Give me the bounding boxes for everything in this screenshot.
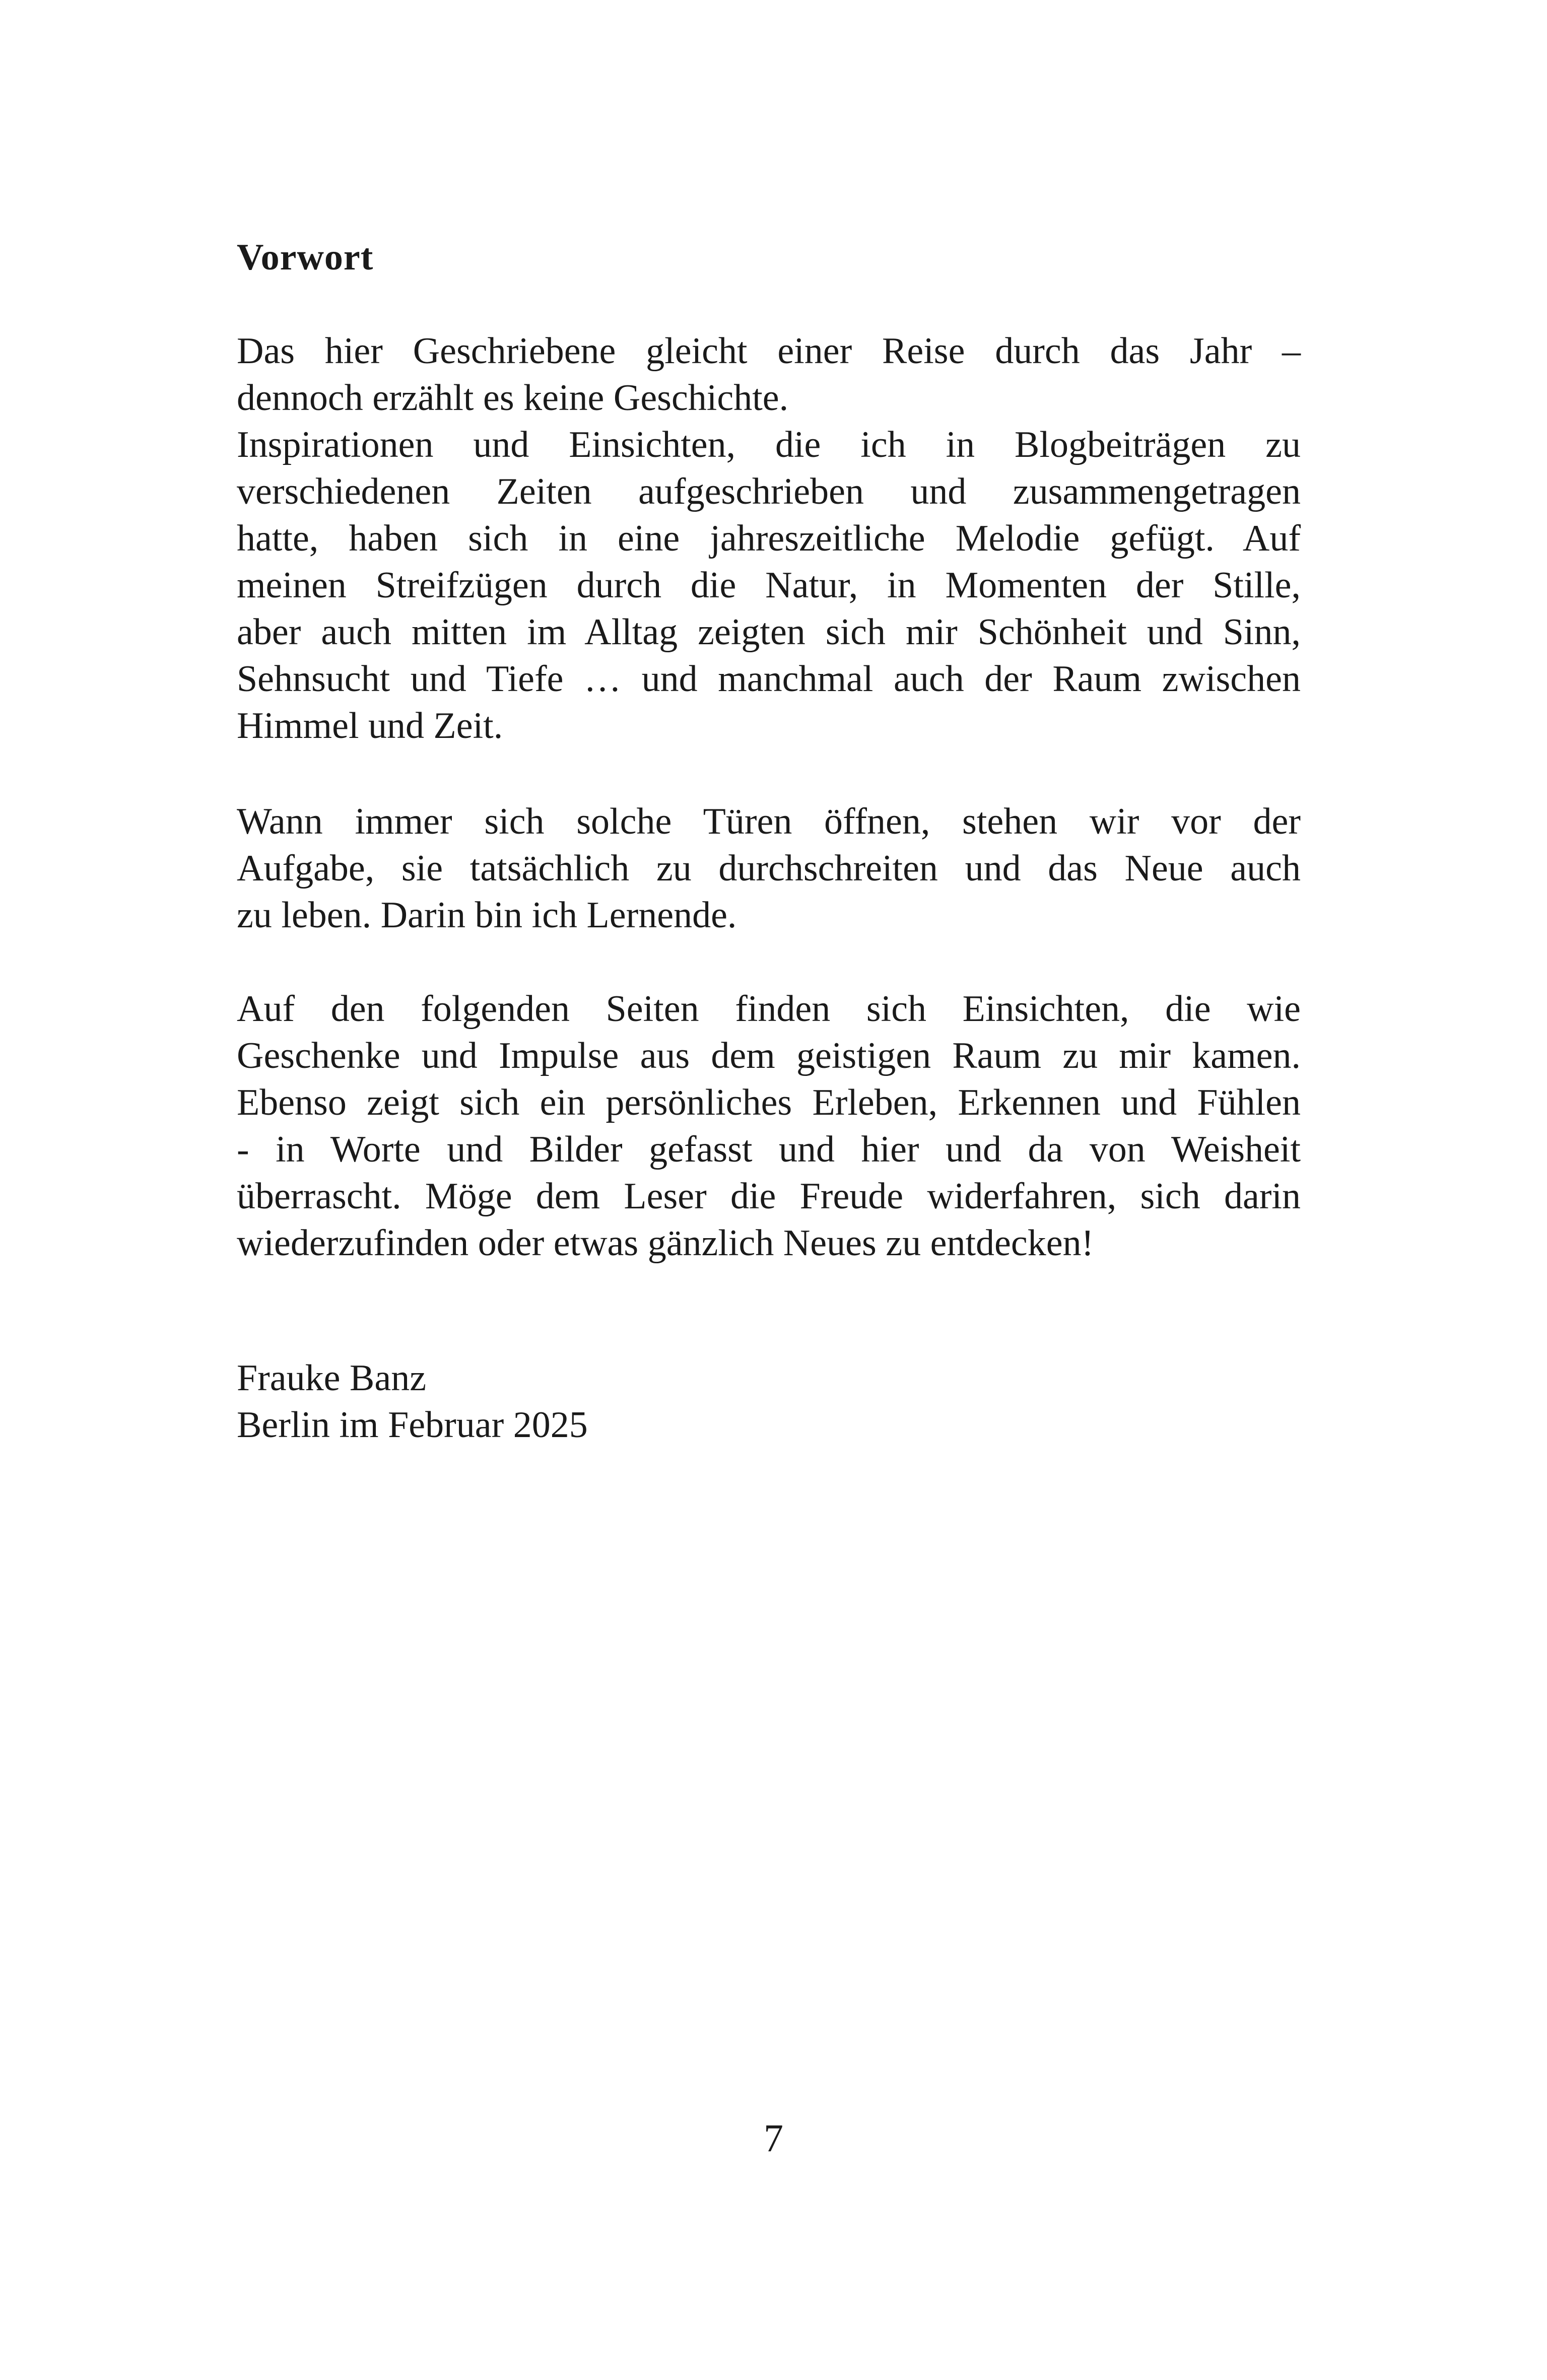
text-line: - in Worte und Bilder gefasst und hier und da von Weisheit [237, 1129, 1301, 1170]
page-number: 7 [764, 2116, 783, 2160]
paragraph-3 [237, 986, 1301, 1267]
text-line: Auf den folgenden Seiten finden sich Einsichten, die wie [237, 988, 1301, 1030]
paragraph-1 [237, 328, 1301, 750]
text-line: Das hier Geschriebene gleicht einer Reise durch das Jahr – [237, 330, 1301, 372]
text-line: wiederzufinden oder etwas gänzlich Neues zu entdecken! [237, 1222, 1094, 1264]
text-line: dennoch erzählt es keine Geschichte. [237, 377, 789, 419]
text-line: aber auch mitten im Alltag zeigten sich mir Schönheit und Sinn, [237, 611, 1301, 653]
page-heading: Vorwort [237, 237, 374, 278]
text-line: Sehnsucht und Tiefe … und manchmal auch der Raum zwischen [237, 658, 1301, 700]
text-line: Geschenke und Impulse aus dem geistigen Raum zu mir kamen. [237, 1035, 1301, 1076]
paragraph-2 [237, 798, 1301, 939]
text-line: meinen Streifzügen durch die Natur, in Momenten der Stille, [237, 565, 1301, 606]
text-line: zu leben. Darin bin ich Lernende. [237, 895, 737, 936]
text-line: überrascht. Möge dem Leser die Freude widerfahren, sich darin [237, 1176, 1301, 1217]
text-line: verschiedenen Zeiten aufgeschrieben und zusammengetragen [237, 471, 1301, 512]
text-line: Aufgabe, sie tatsächlich zu durchschreiten und das Neue auch [237, 848, 1301, 889]
text-line: Ebenso zeigt sich ein persönliches Erleben, Erkennen und Fühlen [237, 1082, 1301, 1123]
text-line: Inspirationen und Einsichten, die ich in Blogbeiträgen zu [237, 424, 1301, 465]
author-name: Frauke Banz [237, 1357, 427, 1399]
text-line: hatte, haben sich in eine jahreszeitliche Melodie gefügt. Auf [237, 518, 1301, 559]
place-date: Berlin im Februar 2025 [237, 1404, 588, 1446]
text-line: Wann immer sich solche Türen öffnen, stehen wir vor der [237, 801, 1301, 842]
text-line: Himmel und Zeit. [237, 705, 503, 746]
signature-block [237, 1355, 588, 1449]
